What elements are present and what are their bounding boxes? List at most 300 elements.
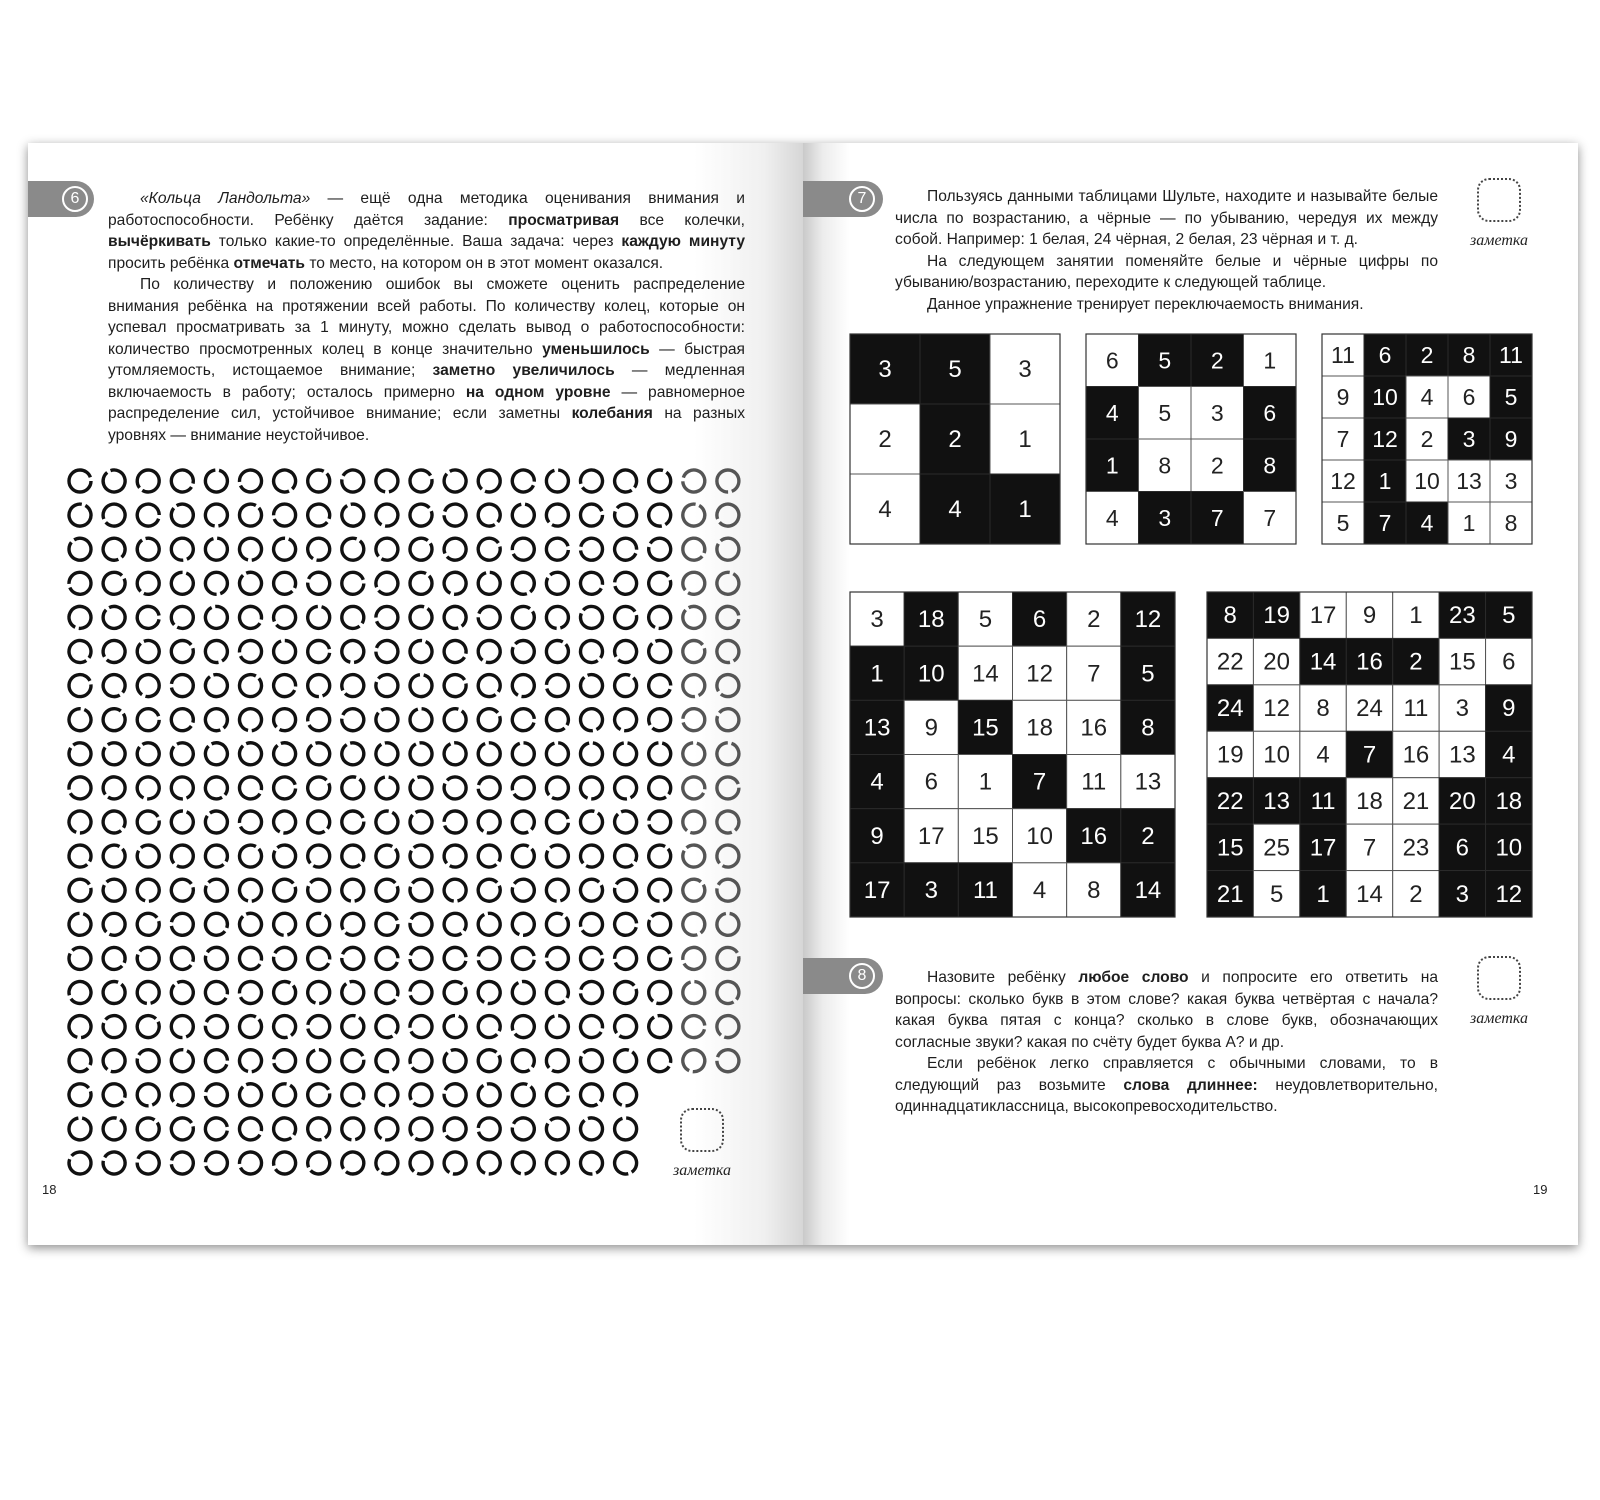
landolt-ring[interactable] bbox=[306, 1083, 331, 1108]
landolt-ring[interactable] bbox=[99, 704, 129, 734]
landolt-ring[interactable] bbox=[305, 1115, 332, 1142]
landolt-ring[interactable] bbox=[235, 1114, 265, 1144]
landolt-ring[interactable] bbox=[406, 1113, 437, 1144]
landolt-ring[interactable] bbox=[304, 534, 334, 564]
landolt-ring[interactable] bbox=[578, 468, 605, 495]
landolt-ring[interactable] bbox=[407, 945, 434, 972]
landolt-ring[interactable] bbox=[441, 501, 469, 529]
landolt-ring[interactable] bbox=[65, 534, 95, 564]
landolt-ring[interactable] bbox=[99, 841, 130, 872]
landolt-ring[interactable] bbox=[371, 977, 402, 1008]
landolt-ring[interactable] bbox=[542, 977, 573, 1008]
note-dotted-square[interactable] bbox=[680, 1108, 724, 1152]
landolt-ring[interactable] bbox=[65, 636, 96, 667]
landolt-ring[interactable] bbox=[477, 1117, 501, 1141]
landolt-ring[interactable] bbox=[239, 469, 263, 493]
landolt-ring[interactable] bbox=[440, 772, 471, 803]
landolt-ring[interactable] bbox=[406, 875, 437, 906]
landolt-ring[interactable] bbox=[576, 1080, 606, 1110]
landolt-ring[interactable] bbox=[682, 674, 706, 698]
landolt-ring[interactable] bbox=[170, 673, 195, 698]
landolt-ring[interactable] bbox=[337, 841, 368, 872]
landolt-ring[interactable] bbox=[338, 466, 368, 496]
landolt-ring[interactable] bbox=[99, 977, 130, 1008]
landolt-ring[interactable] bbox=[270, 603, 299, 632]
landolt-ring[interactable] bbox=[202, 705, 230, 733]
landolt-ring[interactable] bbox=[136, 980, 161, 1005]
landolt-ring[interactable] bbox=[440, 978, 470, 1008]
landolt-ring[interactable] bbox=[511, 503, 536, 528]
landolt-ring[interactable] bbox=[475, 876, 504, 905]
landolt-ring[interactable] bbox=[167, 1079, 198, 1110]
landolt-ring[interactable] bbox=[99, 1079, 130, 1110]
landolt-ring[interactable] bbox=[64, 943, 95, 974]
landolt-ring[interactable] bbox=[577, 569, 607, 599]
landolt-ring[interactable] bbox=[67, 775, 92, 800]
landolt-ring[interactable] bbox=[169, 911, 195, 937]
landolt-ring[interactable] bbox=[546, 810, 569, 833]
landolt-ring[interactable] bbox=[508, 636, 539, 667]
landolt-ring[interactable] bbox=[372, 500, 402, 530]
landolt-ring[interactable] bbox=[167, 943, 198, 974]
landolt-ring[interactable] bbox=[167, 841, 198, 872]
landolt-ring[interactable] bbox=[271, 1150, 298, 1177]
landolt-ring[interactable] bbox=[442, 673, 468, 699]
landolt-ring[interactable] bbox=[133, 739, 163, 769]
landolt-ring[interactable] bbox=[67, 1013, 94, 1040]
landolt-ring[interactable] bbox=[610, 841, 641, 872]
landolt-ring[interactable] bbox=[610, 500, 641, 531]
landolt-ring[interactable] bbox=[614, 571, 638, 595]
landolt-ring[interactable] bbox=[546, 1083, 569, 1106]
landolt-ring[interactable] bbox=[474, 807, 504, 837]
landolt-ring[interactable] bbox=[542, 1113, 573, 1144]
landolt-ring[interactable] bbox=[306, 1014, 331, 1039]
landolt-ring[interactable] bbox=[577, 1012, 607, 1042]
landolt-ring[interactable] bbox=[99, 738, 130, 769]
landolt-ring[interactable] bbox=[338, 1011, 369, 1042]
landolt-ring[interactable] bbox=[577, 875, 607, 905]
landolt-ring[interactable] bbox=[714, 740, 742, 768]
landolt-ring[interactable] bbox=[579, 742, 604, 767]
landolt-ring[interactable] bbox=[100, 467, 128, 495]
landolt-ring[interactable] bbox=[134, 501, 162, 529]
landolt-ring[interactable] bbox=[305, 740, 332, 767]
landolt-ring[interactable] bbox=[205, 572, 227, 594]
landolt-ring[interactable] bbox=[613, 741, 638, 766]
landolt-ring[interactable] bbox=[715, 605, 740, 630]
landolt-ring[interactable] bbox=[303, 841, 334, 872]
landolt-ring[interactable] bbox=[717, 777, 739, 799]
landolt-ring[interactable] bbox=[679, 603, 709, 633]
landolt-ring[interactable] bbox=[649, 879, 671, 901]
landolt-ring[interactable] bbox=[340, 502, 366, 528]
landolt-ring[interactable] bbox=[374, 468, 399, 493]
landolt-ring[interactable] bbox=[374, 775, 399, 800]
landolt-ring[interactable] bbox=[474, 500, 504, 530]
landolt-ring[interactable] bbox=[577, 774, 605, 802]
landolt-ring[interactable] bbox=[136, 810, 161, 835]
landolt-ring[interactable] bbox=[512, 743, 534, 765]
landolt-ring[interactable] bbox=[648, 946, 672, 970]
landolt-ring[interactable] bbox=[273, 776, 296, 799]
landolt-ring[interactable] bbox=[440, 569, 469, 598]
landolt-ring[interactable] bbox=[712, 534, 743, 565]
landolt-ring[interactable] bbox=[612, 979, 640, 1007]
landolt-ring[interactable] bbox=[338, 1148, 368, 1178]
landolt-ring[interactable] bbox=[680, 467, 708, 495]
landolt-ring[interactable] bbox=[546, 878, 569, 901]
landolt-ring[interactable] bbox=[406, 1148, 437, 1179]
landolt-ring[interactable] bbox=[440, 466, 470, 496]
landolt-ring[interactable] bbox=[99, 671, 129, 701]
landolt-ring[interactable] bbox=[168, 808, 197, 837]
landolt-ring[interactable] bbox=[66, 1081, 94, 1109]
landolt-ring[interactable] bbox=[235, 773, 265, 803]
landolt-ring[interactable] bbox=[443, 878, 468, 903]
landolt-ring[interactable] bbox=[577, 671, 605, 699]
landolt-ring[interactable] bbox=[68, 674, 92, 698]
landolt-ring[interactable] bbox=[576, 636, 607, 667]
landolt-ring[interactable] bbox=[64, 1045, 95, 1076]
landolt-ring[interactable] bbox=[202, 1047, 230, 1075]
landolt-ring[interactable] bbox=[680, 638, 707, 665]
landolt-ring[interactable] bbox=[714, 1047, 742, 1075]
landolt-ring[interactable] bbox=[169, 877, 196, 904]
landolt-ring[interactable] bbox=[341, 811, 364, 834]
landolt-ring[interactable] bbox=[715, 912, 740, 937]
landolt-ring[interactable] bbox=[682, 708, 706, 732]
landolt-ring[interactable] bbox=[580, 947, 602, 969]
landolt-ring[interactable] bbox=[406, 637, 435, 666]
landolt-ring[interactable] bbox=[237, 877, 263, 903]
landolt-ring[interactable] bbox=[171, 776, 194, 799]
landolt-ring[interactable] bbox=[508, 671, 538, 701]
landolt-ring[interactable] bbox=[510, 1150, 536, 1176]
landolt-ring[interactable] bbox=[546, 742, 569, 765]
landolt-ring[interactable] bbox=[133, 1046, 163, 1076]
landolt-ring[interactable] bbox=[546, 674, 569, 697]
landolt-ring[interactable] bbox=[474, 636, 505, 667]
landolt-ring[interactable] bbox=[67, 877, 93, 903]
landolt-ring[interactable] bbox=[303, 875, 334, 906]
landolt-ring[interactable] bbox=[576, 807, 607, 838]
landolt-ring[interactable] bbox=[371, 841, 402, 872]
landolt-ring[interactable] bbox=[168, 569, 196, 597]
landolt-ring[interactable] bbox=[273, 640, 295, 662]
landolt-ring[interactable] bbox=[134, 911, 161, 938]
landolt-ring[interactable] bbox=[644, 841, 675, 872]
landolt-ring[interactable] bbox=[133, 466, 164, 497]
landolt-ring[interactable] bbox=[612, 1081, 640, 1109]
landolt-ring[interactable] bbox=[475, 1149, 504, 1178]
landolt-ring[interactable] bbox=[444, 811, 466, 833]
landolt-ring[interactable] bbox=[476, 774, 503, 801]
landolt-ring[interactable] bbox=[204, 639, 230, 665]
landolt-ring[interactable] bbox=[373, 569, 401, 597]
landolt-ring[interactable] bbox=[440, 1080, 469, 1109]
landolt-ring[interactable] bbox=[440, 704, 471, 735]
landolt-ring[interactable] bbox=[67, 1116, 93, 1142]
landolt-ring[interactable] bbox=[273, 912, 297, 936]
landolt-ring[interactable] bbox=[236, 910, 265, 939]
landolt-ring[interactable] bbox=[409, 741, 434, 766]
landolt-ring[interactable] bbox=[440, 841, 471, 872]
landolt-ring[interactable] bbox=[712, 704, 743, 735]
landolt-ring[interactable] bbox=[237, 707, 263, 733]
landolt-ring[interactable] bbox=[272, 1048, 297, 1073]
landolt-ring[interactable] bbox=[474, 978, 504, 1008]
landolt-ring[interactable] bbox=[338, 705, 367, 734]
landolt-ring[interactable] bbox=[273, 504, 295, 526]
landolt-ring[interactable] bbox=[269, 568, 300, 599]
landolt-ring[interactable] bbox=[508, 602, 538, 632]
landolt-ring[interactable] bbox=[133, 943, 164, 974]
landolt-ring[interactable] bbox=[373, 944, 401, 972]
landolt-ring[interactable] bbox=[65, 500, 95, 530]
landolt-ring[interactable] bbox=[542, 568, 573, 599]
landolt-ring[interactable] bbox=[542, 500, 573, 531]
landolt-ring[interactable] bbox=[376, 913, 398, 935]
landolt-ring[interactable] bbox=[679, 1046, 708, 1075]
landolt-ring[interactable] bbox=[713, 977, 743, 1007]
landolt-ring[interactable] bbox=[204, 503, 229, 528]
landolt-ring[interactable] bbox=[714, 501, 742, 529]
landolt-ring[interactable] bbox=[203, 468, 230, 495]
landolt-ring[interactable] bbox=[201, 841, 232, 872]
landolt-ring[interactable] bbox=[135, 536, 162, 563]
landolt-ring[interactable] bbox=[578, 1115, 606, 1143]
landolt-ring[interactable] bbox=[372, 1012, 402, 1042]
landolt-ring[interactable] bbox=[235, 670, 266, 701]
landolt-ring[interactable] bbox=[66, 808, 94, 836]
landolt-ring[interactable] bbox=[201, 943, 232, 974]
landolt-ring[interactable] bbox=[169, 1150, 195, 1176]
landolt-ring[interactable] bbox=[66, 911, 93, 938]
landolt-ring[interactable] bbox=[474, 1046, 504, 1076]
landolt-ring[interactable] bbox=[713, 671, 743, 701]
landolt-ring[interactable] bbox=[546, 1151, 569, 1174]
landolt-ring[interactable] bbox=[133, 1114, 164, 1145]
landolt-ring[interactable] bbox=[678, 568, 709, 599]
landolt-ring[interactable] bbox=[303, 465, 334, 496]
landolt-ring[interactable] bbox=[578, 979, 605, 1006]
landolt-ring[interactable] bbox=[374, 1082, 399, 1107]
landolt-ring[interactable] bbox=[511, 946, 536, 971]
landolt-ring[interactable] bbox=[167, 739, 197, 769]
landolt-ring[interactable] bbox=[511, 980, 536, 1005]
landolt-ring[interactable] bbox=[305, 979, 332, 1006]
landolt-ring[interactable] bbox=[715, 639, 741, 665]
landolt-ring[interactable] bbox=[542, 704, 573, 735]
landolt-ring[interactable] bbox=[509, 807, 539, 837]
landolt-ring[interactable] bbox=[440, 1148, 470, 1178]
landolt-ring[interactable] bbox=[374, 1048, 400, 1074]
landolt-ring[interactable] bbox=[614, 1117, 637, 1140]
landolt-ring[interactable] bbox=[269, 1113, 300, 1144]
landolt-ring[interactable] bbox=[409, 708, 432, 731]
landolt-ring[interactable] bbox=[713, 875, 743, 905]
landolt-ring[interactable] bbox=[237, 536, 263, 562]
landolt-ring[interactable] bbox=[201, 909, 232, 940]
landolt-ring[interactable] bbox=[715, 946, 741, 972]
landolt-ring[interactable] bbox=[508, 1079, 539, 1110]
landolt-ring[interactable] bbox=[613, 604, 639, 630]
landolt-ring[interactable] bbox=[304, 944, 333, 973]
landolt-ring[interactable] bbox=[202, 739, 231, 768]
landolt-ring[interactable] bbox=[65, 1148, 96, 1179]
landolt-ring[interactable] bbox=[99, 569, 128, 598]
landolt-ring[interactable] bbox=[371, 670, 402, 701]
landolt-ring[interactable] bbox=[442, 945, 468, 971]
landolt-ring[interactable] bbox=[476, 946, 501, 971]
landolt-ring[interactable] bbox=[135, 877, 162, 904]
landolt-ring[interactable] bbox=[65, 738, 96, 769]
landolt-ring[interactable] bbox=[137, 1083, 160, 1106]
landolt-ring[interactable] bbox=[167, 704, 198, 735]
landolt-ring[interactable] bbox=[339, 740, 366, 767]
landolt-ring[interactable] bbox=[474, 841, 505, 872]
landolt-ring[interactable] bbox=[610, 1045, 641, 1076]
landolt-ring[interactable] bbox=[712, 841, 743, 872]
landolt-ring[interactable] bbox=[99, 1045, 130, 1076]
landolt-ring[interactable] bbox=[681, 946, 706, 971]
landolt-ring[interactable] bbox=[66, 705, 95, 734]
landolt-ring[interactable] bbox=[475, 603, 503, 631]
landolt-ring[interactable] bbox=[270, 671, 299, 700]
landolt-ring[interactable] bbox=[342, 572, 364, 594]
landolt-ring[interactable] bbox=[169, 1116, 195, 1142]
landolt-ring[interactable] bbox=[712, 1011, 743, 1042]
landolt-ring[interactable] bbox=[133, 670, 164, 701]
landolt-ring[interactable] bbox=[407, 1047, 434, 1074]
landolt-ring[interactable] bbox=[578, 911, 604, 937]
landolt-ring[interactable] bbox=[271, 876, 299, 904]
landolt-ring[interactable] bbox=[546, 947, 569, 970]
landolt-ring[interactable] bbox=[406, 602, 437, 633]
landolt-ring[interactable] bbox=[339, 979, 366, 1006]
landolt-ring[interactable] bbox=[64, 841, 95, 872]
landolt-ring[interactable] bbox=[99, 807, 130, 838]
landolt-ring[interactable] bbox=[235, 1011, 266, 1042]
landolt-ring[interactable] bbox=[372, 705, 402, 735]
landolt-ring[interactable] bbox=[510, 775, 536, 801]
landolt-ring[interactable] bbox=[134, 1149, 163, 1178]
landolt-ring[interactable] bbox=[99, 1011, 130, 1042]
landolt-ring[interactable] bbox=[476, 1082, 502, 1108]
landolt-ring[interactable] bbox=[647, 741, 673, 767]
landolt-ring[interactable] bbox=[713, 568, 743, 598]
landolt-ring[interactable] bbox=[201, 875, 232, 906]
landolt-ring[interactable] bbox=[69, 470, 91, 492]
landolt-ring[interactable] bbox=[133, 841, 164, 872]
landolt-ring[interactable] bbox=[167, 466, 197, 496]
landolt-ring[interactable] bbox=[580, 504, 602, 526]
landolt-ring[interactable] bbox=[270, 944, 300, 974]
landolt-ring[interactable] bbox=[134, 637, 163, 666]
landolt-ring[interactable] bbox=[68, 572, 91, 595]
landolt-ring[interactable] bbox=[645, 603, 674, 632]
landolt-ring[interactable] bbox=[478, 572, 501, 595]
landolt-ring[interactable] bbox=[305, 604, 332, 631]
landolt-ring[interactable] bbox=[509, 569, 537, 597]
landolt-ring[interactable] bbox=[646, 570, 673, 597]
landolt-ring[interactable] bbox=[441, 604, 468, 631]
landolt-ring[interactable] bbox=[271, 740, 299, 768]
landolt-ring[interactable] bbox=[371, 534, 402, 565]
landolt-ring[interactable] bbox=[647, 1014, 673, 1040]
landolt-ring[interactable] bbox=[576, 841, 607, 872]
landolt-ring[interactable] bbox=[612, 911, 639, 938]
landolt-ring[interactable] bbox=[304, 569, 333, 598]
landolt-ring[interactable] bbox=[714, 808, 742, 836]
landolt-ring[interactable] bbox=[340, 877, 365, 902]
landolt-ring[interactable] bbox=[235, 841, 266, 872]
landolt-ring[interactable] bbox=[645, 534, 675, 564]
landolt-ring[interactable] bbox=[611, 807, 640, 836]
landolt-ring[interactable] bbox=[235, 500, 266, 531]
landolt-ring[interactable] bbox=[239, 640, 263, 664]
landolt-ring[interactable] bbox=[239, 810, 263, 834]
landolt-ring[interactable] bbox=[678, 534, 709, 565]
landolt-ring[interactable] bbox=[580, 1151, 604, 1175]
landolt-ring[interactable] bbox=[204, 1116, 229, 1141]
landolt-ring[interactable] bbox=[440, 636, 470, 666]
landolt-ring[interactable] bbox=[239, 981, 263, 1005]
landolt-ring[interactable] bbox=[99, 875, 130, 906]
landolt-ring[interactable] bbox=[405, 568, 436, 599]
landolt-ring[interactable] bbox=[99, 909, 130, 940]
landolt-ring[interactable] bbox=[236, 739, 265, 768]
landolt-ring[interactable] bbox=[644, 773, 675, 804]
note-dotted-square[interactable] bbox=[1477, 178, 1521, 222]
landolt-ring[interactable] bbox=[542, 636, 573, 667]
landolt-ring[interactable] bbox=[678, 807, 709, 838]
landolt-ring[interactable] bbox=[546, 537, 569, 560]
landolt-ring[interactable] bbox=[508, 841, 539, 872]
landolt-ring[interactable] bbox=[645, 637, 674, 666]
landolt-ring[interactable] bbox=[682, 981, 705, 1004]
landolt-ring[interactable] bbox=[647, 810, 672, 835]
landolt-ring[interactable] bbox=[306, 639, 331, 664]
landolt-ring[interactable] bbox=[205, 1151, 228, 1174]
landolt-ring[interactable] bbox=[341, 1117, 366, 1142]
landolt-ring[interactable] bbox=[509, 1012, 537, 1040]
landolt-ring[interactable] bbox=[337, 772, 368, 803]
landolt-ring[interactable] bbox=[441, 1115, 468, 1142]
landolt-ring[interactable] bbox=[409, 1015, 433, 1039]
landolt-ring[interactable] bbox=[100, 501, 128, 529]
landolt-ring[interactable] bbox=[373, 638, 401, 666]
landolt-ring[interactable] bbox=[99, 1114, 129, 1144]
landolt-ring[interactable] bbox=[303, 909, 333, 939]
landolt-ring[interactable] bbox=[508, 875, 539, 906]
landolt-ring[interactable] bbox=[371, 1147, 402, 1178]
landolt-ring[interactable] bbox=[304, 773, 333, 802]
landolt-ring[interactable] bbox=[270, 466, 299, 495]
landolt-ring[interactable] bbox=[203, 672, 230, 699]
landolt-ring[interactable] bbox=[204, 605, 228, 629]
landolt-ring[interactable] bbox=[610, 1011, 641, 1042]
landolt-ring[interactable] bbox=[441, 1013, 469, 1041]
landolt-ring[interactable] bbox=[67, 979, 94, 1006]
landolt-ring[interactable] bbox=[405, 841, 436, 872]
landolt-ring[interactable] bbox=[270, 1080, 300, 1110]
landolt-ring[interactable] bbox=[406, 807, 436, 837]
landolt-ring[interactable] bbox=[337, 1079, 368, 1110]
landolt-ring[interactable] bbox=[610, 670, 641, 701]
landolt-ring[interactable] bbox=[542, 909, 573, 940]
